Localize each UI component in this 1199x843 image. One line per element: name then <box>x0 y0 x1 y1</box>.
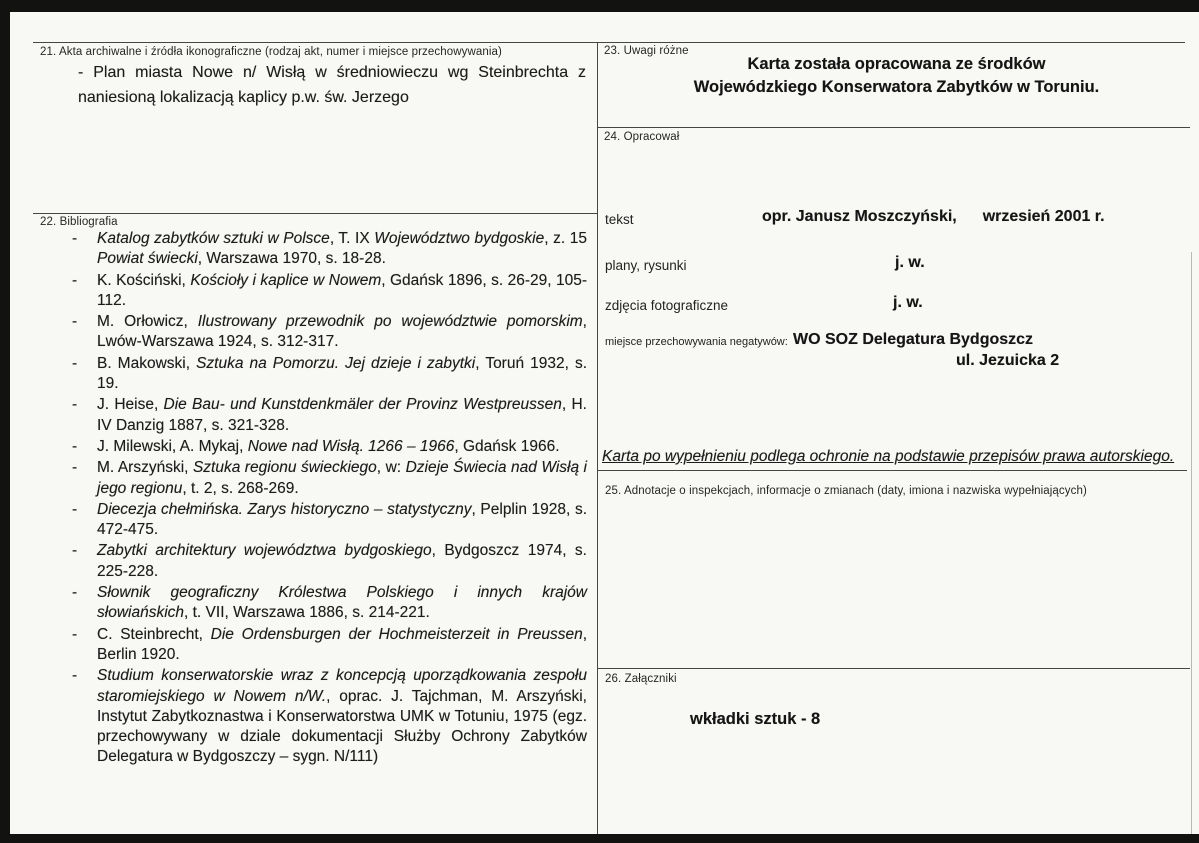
section-24-header: 24. Opracował <box>604 131 680 143</box>
value-tekst-author: opr. Janusz Moszczyński, <box>762 208 957 225</box>
bibliography-item: - J. Heise, Die Bau- und Kunstdenkmäler der Provinz Westpreussen, H. IV Danzig 1887, s. 321-328. <box>72 395 587 436</box>
label-zdjecia: zdjęcia fotograficzne <box>605 298 729 313</box>
value-negatywy: WO SOZ Delegatura Bydgoszcz <box>793 331 1034 348</box>
label-plany-rysunki: plany, rysunki <box>605 258 687 273</box>
value-negatywy-address: ul. Jezuicka 2 <box>956 352 1060 369</box>
bibliography-item: - Studium konserwatorskie wraz z koncepcją uporządkowania zespołu staromiejskiego w Nowem n/W., oprac. J. Tajchman, M. Arszyński, Instytut Zabytkoznastwa i Konserwatorstwa UMK w Totuniu, 1975 (egz. przechowywany w dziale dokumentacji Służby Ochrony Zabytków Delegatura w Bydgoszczy – sygn. N/111) <box>72 666 587 767</box>
bibliography-item: - B. Makowski, Sztuka na Pomorzu. Jej dzieje i zabytki, Toruń 1932, s. 19. <box>72 354 587 395</box>
section-25-header: 25. Adnotacje o inspekcjach, informacje o zmianach (daty, imiona i nazwiska wypełniających) <box>605 485 1087 497</box>
bibliography-item: - C. Steinbrecht, Die Ordensburgen der Hochmeisterzeit in Preussen, Berlin 1920. <box>72 625 587 666</box>
copyright-note: Karta po wypełnieniu podlega ochronie na podstawie przepisów prawa autorskiego. <box>602 448 1175 465</box>
value-plany-rysunki: j. w. <box>895 254 925 271</box>
bibliography-list <box>72 229 587 769</box>
section-23-header: 23. Uwagi różne <box>604 45 689 57</box>
right-column <box>598 42 1195 834</box>
section-26-header: 26. Załączniki <box>605 673 677 685</box>
note-line-1: Karta została opracowana ze środków <box>747 55 1046 73</box>
section-26-content: wkładki sztuk - 8 <box>690 710 821 728</box>
section-21-content: - Plan miasta Nowe n/ Wisłą w średniowieczu wg Steinbrechta z naniesioną lokalizacją kaplicy p.w. św. Jerzego <box>78 64 586 106</box>
section-21-header: 21. Akta archiwalne i źródła ikonograficzne (rodzaj akt, numer i miejsce przechowywania) <box>40 46 502 58</box>
label-tekst: tekst <box>605 212 634 227</box>
note-line-2: Wojewódzkiego Konserwatora Zabytków w Toruniu. <box>693 78 1100 96</box>
bibliography-item: - Zabytki architektury województwa bydgoskiego, Bydgoszcz 1974, s. 225-228. <box>72 541 587 582</box>
section-23-note <box>598 53 1195 99</box>
bibliography-item: - Słownik geograficzny Królestwa Polskiego i innych krajów słowiańskich, t. VII, Warszawa 1886, s. 214-221. <box>72 583 587 624</box>
document-paper <box>10 12 1199 834</box>
section-22-header: 22. Bibliografia <box>40 216 118 228</box>
bibliography-item: - M. Orłowicz, Ilustrowany przewodnik po województwie pomorskim, Lwów-Warszawa 1924, s. 312-317. <box>72 312 587 353</box>
value-tekst-date: wrzesień 2001 r. <box>982 208 1105 225</box>
label-negatywy: miejsce przechowywania negatywów: <box>605 336 788 348</box>
bibliography-item: - Diecezja chełmińska. Zarys historyczno – statystyczny, Pelplin 1928, s. 472-475. <box>72 500 587 541</box>
value-tekst <box>762 208 1105 226</box>
bibliography-item: - K. Kościński, Kościoły i kaplice w Nowem, Gdańsk 1896, s. 26-29, 105-112. <box>72 271 587 312</box>
bibliography-item: - J. Milewski, A. Mykaj, Nowe nad Wisłą. 1266 – 1966, Gdańsk 1966. <box>72 437 587 457</box>
bibliography-item: - M. Arszyński, Sztuka regionu świeckiego, w: Dzieje Świecia nad Wisłą i jego regionu, t. 2, s. 268-269. <box>72 458 587 499</box>
divider-section-22 <box>33 213 597 214</box>
value-zdjecia: j. w. <box>893 294 923 311</box>
bibliography-item: - Katalog zabytków sztuki w Polsce, T. IX Województwo bydgoskie, z. 15 Powiat świecki, Warszawa 1970, s. 18-28. <box>72 229 587 270</box>
